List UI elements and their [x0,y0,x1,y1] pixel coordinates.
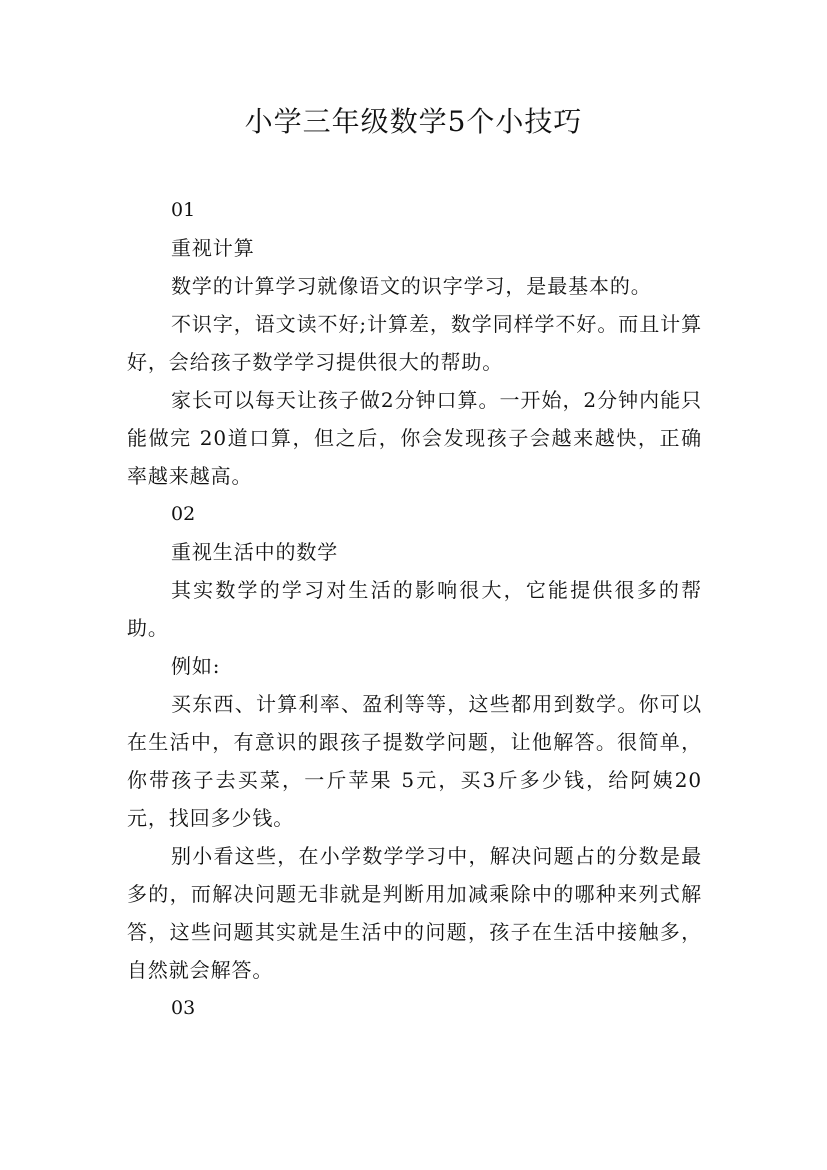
paragraph: 其实数学的学习对生活的影响很大，它能提供很多的帮助。 [127,578,702,640]
paragraph: 数学的计算学习就像语文的识字学习，是最基本的。 [171,274,652,298]
section-heading: 重视计算 [171,236,255,260]
section-number: 03 [171,997,196,1019]
document-title: 小学三年级数学5个小技巧 [244,105,583,138]
paragraph: 家长可以每天让孩子做2分钟口算。一开始，2分钟内能只能做完 20道口算，但之后，你会发现孩子会越来越快，正确率越来越高。 [127,388,702,488]
paragraph: 买东西、计算利率、盈利等等，这些都用到数学。你可以在生活中，有意识的跟孩子提数学问题，让他解答。很简单，你带孩子去买菜，一斤苹果 5元，买3斤多少钱，给阿姨20元，找回多少钱。 [127,692,702,830]
section-number: 02 [171,503,196,525]
paragraph: 别小看这些，在小学数学学习中，解决问题占的分数是最多的，而解决问题无非就是判断用加减乘除中的哪种来列式解答，这些问题其实就是生活中的问题，孩子在生活中接触多，自然就会解答。 [127,844,702,982]
section-heading: 重视生活中的数学 [171,540,339,564]
paragraph: 不识字，语文读不好;计算差，数学同样学不好。而且计算好，会给孩子数学学习提供很大的帮助。 [127,312,702,374]
paragraph: 例如: [171,654,221,678]
document-body [127,191,702,1027]
section-number: 01 [171,199,196,221]
